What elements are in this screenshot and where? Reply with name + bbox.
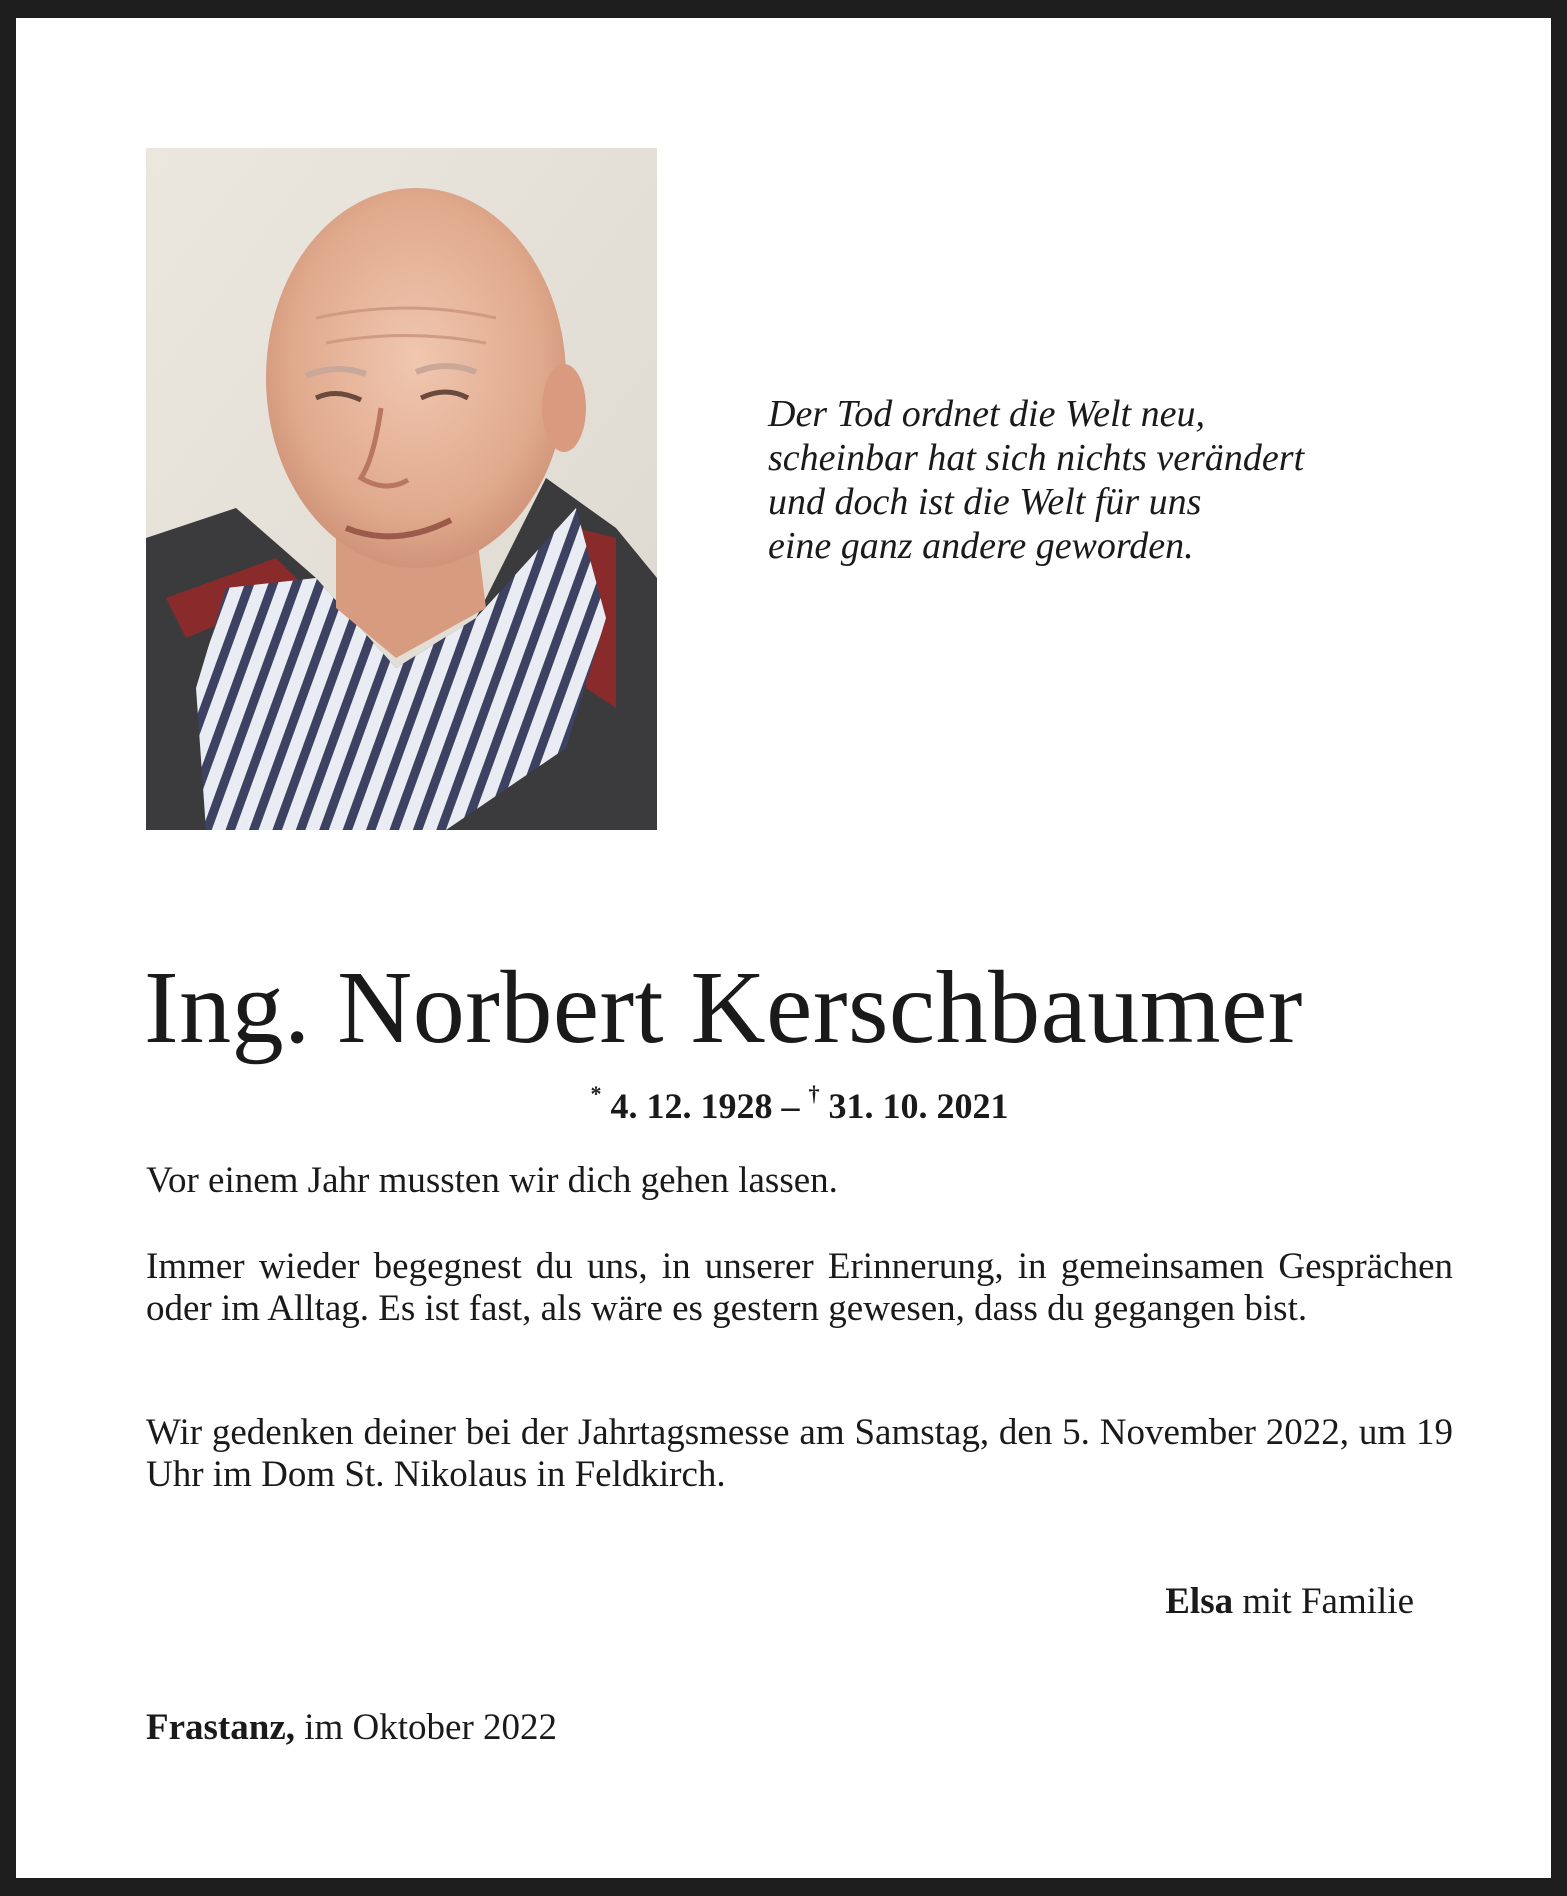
poem-line: scheinbar hat sich nichts verändert [768,437,1305,479]
deceased-name: Ing. Norbert Kerschbaumer [144,950,1303,1065]
poem-line: eine ganz andere geworden. [768,525,1194,567]
place-date [146,1706,557,1750]
paragraph-memory: Immer wieder begegnest du uns, in unserer Erinnerung, in gemeinsamen Gesprächen oder im Alltag. Es ist fast, als wäre es gestern gewesen, dass du gegangen bist. [146,1246,1453,1329]
poem-line: und doch ist die Welt für uns [768,481,1202,523]
life-dates [16,1074,1567,1130]
poem-line: Der Tod ordnet die Welt neu, [768,393,1205,435]
paragraph-intro: Vor einem Jahr mussten wir dich gehen lassen. [146,1160,838,1201]
place: Frastanz, [146,1707,295,1748]
signature-name: Elsa [1165,1581,1234,1622]
signature-rest: mit Familie [1242,1581,1414,1622]
portrait-illustration [146,148,657,830]
signature [1165,1580,1414,1624]
birth-symbol: * [590,1081,602,1106]
date: im Oktober 2022 [304,1707,558,1748]
poem [768,392,1388,568]
death-date: 31. 10. 2021 [828,1086,1009,1126]
portrait-photo [146,148,657,830]
paragraph-mass: Wir gedenken deiner bei der Jahrtagsmesse am Samstag, den 5. November 2022, um 19 Uhr im Dom St. Nikolaus in Feldkirch. [146,1412,1453,1495]
birth-date: 4. 12. 1928 [610,1086,773,1126]
death-symbol: † [808,1081,820,1106]
date-separator: – [781,1086,800,1126]
